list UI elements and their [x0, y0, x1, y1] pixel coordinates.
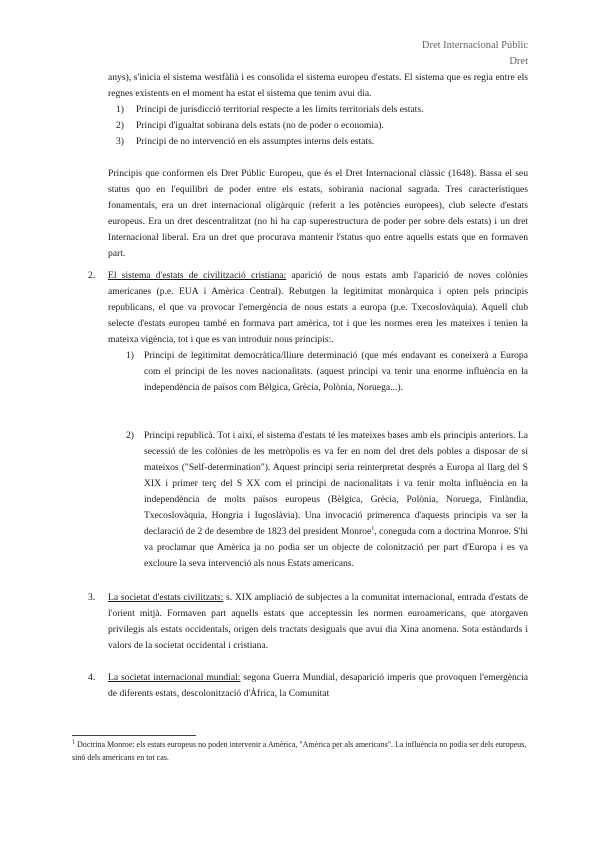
- sub-number: 1): [126, 350, 134, 361]
- list-text: Principi de no intervenció en els assumptes interns dels estats.: [136, 136, 375, 147]
- list-item: [108, 102, 528, 118]
- sub-number: 2): [126, 430, 134, 441]
- section-title: El sistema d'estats de civilització cristiana:: [108, 270, 287, 281]
- sub-item-2: [144, 428, 528, 572]
- list-number: 2): [116, 120, 124, 131]
- footnote-ref[interactable]: 1: [371, 525, 375, 532]
- section-item-4: [108, 670, 528, 702]
- list-text: Principi d'igualtat sobirana dels estats (no de poder o economia).: [136, 120, 384, 131]
- footnote-mark: 1: [72, 739, 75, 746]
- list-text: Principi de jurisdicció territorial respecte a les límits territorials dels estats.: [136, 104, 424, 115]
- section-text: aparició de nous estats amb l'aparició de noves colònies americanes (p.e. EUA i Amèrica Central). Rebutgen la legitimitat monàrquica i opten pels principis republicans, el que va provocar l'emergència de nous estats a europa (p.e. Txecoslovàquia). Aquell club selecte d'estats europeu també en formava part amèrica, tot i que les normes eren les mateixes i tenien la mateixa vigència, tot i que es van introduir nous principis:.: [108, 270, 528, 345]
- intro-paragraph: anys), s'inicia el sistema westfàlià i es consolida el sistema europeu d'estats. El sistema que es regia entre els regnes existents en el moment ha estat el sistema que tenim avui dia.: [108, 72, 528, 99]
- sub-text-b: , coneguda com a doctrina Monroe. S'hi va proclamar que Amèrica ja no podia ser un objecte de colonització per part d'Europa i es va excloure la seva intervenció als nous Estats americans.: [144, 526, 528, 569]
- section-item-2: [108, 268, 528, 348]
- sub-text-a: Principi republicà. Tot i així, el sistema d'estats té les mateixes bases amb els principis anteriors. La secessió de les colònies de les metròpolis es va fer en nom del dret dels pobles a disposar de si mateixos ("Self-determination"). Aquest principi seria reinterpretat després a Europa al llarg del S XIX i primer terç del S XX com el principi de nacionalitats i va tenir molta influència en la independència de molts països europeus (Bèlgica, Grècia, Polònia, Noruega, Finlàndia, Txecoslovàquia, Hongria i Iugoslàvia). Una invocació primerenca d'aquests principis va ser la declaració de 2 de desembre de 1823 del president Monroe: [144, 430, 528, 537]
- sub-item-1: Principi de legitimitat democràtica/lliure determinació (que més endavant es coneixerà a Europa com el principi de les noves nacionalitats. (aquest principi va tenir una enorme influència en la independència de països com Bèlgica, Grècia, Polònia, Noruega...).: [144, 350, 528, 393]
- section-title: La societat internacional mundial:: [108, 672, 241, 683]
- footnote-divider: [72, 735, 196, 736]
- item-number: 4.: [88, 672, 96, 683]
- section-text: s. XIX ampliació de subjectes a la comunitat internacional, entrada d'estats de l'orient mitjà. Formaven part aquells estats que acceptessin les normen euroamericans, que atorgaven privilegis als estats occidentals, origen dels tractats desiguals que avui dia Xina anomena. Sota estàndards i valors de la societat occidental i cristiana.: [108, 592, 528, 651]
- item-number: 3.: [88, 592, 96, 603]
- list-number: 3): [116, 136, 124, 147]
- section-item-3: [108, 590, 528, 654]
- item-number: 2.: [88, 270, 96, 281]
- principis-paragraph: Principis que conformen els Dret Públic Europeu, que és el Dret Internacional clàssic (1648). Bassa el seu status quo en l'equilibri de poder entre els estats, sobirania nacional sagrada. Tres característiques fonamentals, era un dret internacional oligàrquic (referit a les potències europees), club selecte d'estats europeus. Era un dret descentralitzat (no hi ha cap superestructura de poder per sobre dels estats) i un dret Internacional liberal. Era un dret que procurava mantenir l'status quo entre aquells estats que en formaven part.: [108, 168, 528, 259]
- section-text: segona Guerra Mundial, desaparició imperis que provoquen l'emergència de diferents estats, descolonització d'Àfrica, la Comunitat: [108, 672, 528, 699]
- principles-list: [108, 102, 528, 150]
- header-course: Dret Internacional Públic: [421, 40, 528, 51]
- header-subject: Dret: [509, 56, 528, 67]
- page-header: [422, 38, 528, 70]
- list-item: [108, 134, 528, 150]
- list-number: 1): [116, 104, 124, 115]
- list-item: [108, 118, 528, 134]
- footnote: [72, 739, 528, 764]
- footnote-text: Doctrina Monroe: els estats europeus no poden intervenir a Amèrica, "Amèrica per als americans". La influència no podia ser dels europeus, sinó dels americans en tot cas.: [72, 740, 527, 762]
- section-title: La societat d'estats civilitzats:: [108, 592, 224, 603]
